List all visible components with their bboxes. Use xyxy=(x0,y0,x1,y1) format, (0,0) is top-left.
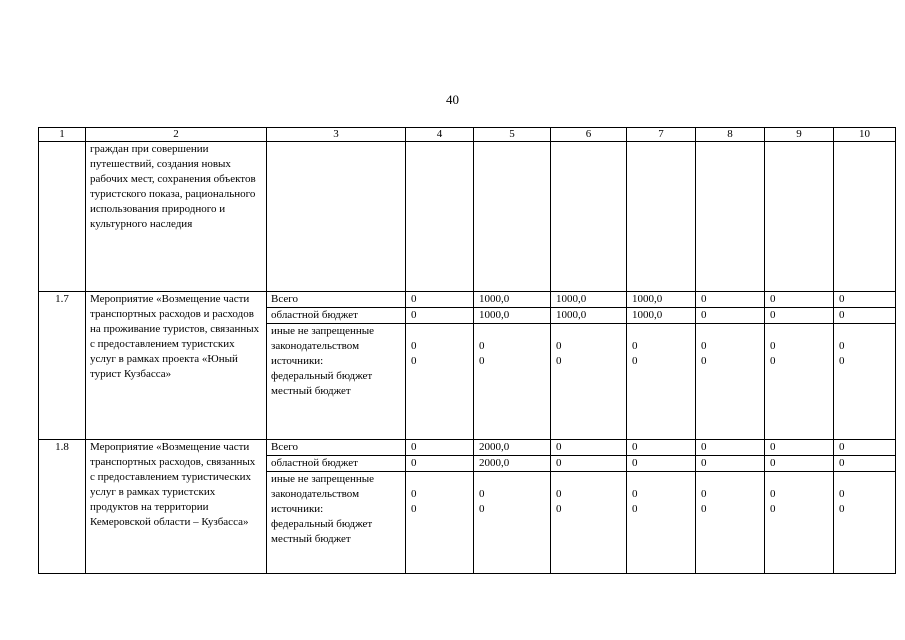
value-cell: 0 0 0 0 xyxy=(696,292,765,440)
header-cell: 2 xyxy=(86,128,267,142)
value-cell: 2000,0 2000,0 0 0 xyxy=(474,440,551,574)
value-cell: 0 0 0 0 xyxy=(696,440,765,574)
page-number: 40 xyxy=(446,92,459,107)
header-cell: 4 xyxy=(406,128,474,142)
funding-sources xyxy=(267,440,406,574)
value-cell: 0 0 0 0 xyxy=(765,440,834,574)
header-cell: 10 xyxy=(834,128,896,142)
value-cell: 0 0 0 0 xyxy=(406,292,474,440)
source-federal: федеральный бюджет xyxy=(271,518,373,530)
value-cell: 1000,0 1000,0 0 0 xyxy=(474,292,551,440)
header-cell: 7 xyxy=(627,128,696,142)
header-cell: 8 xyxy=(696,128,765,142)
row-number: 1.7 xyxy=(39,292,86,440)
continuation-row xyxy=(39,142,896,292)
source-other: иные не запрещенные xyxy=(271,473,375,485)
source-other: источники: xyxy=(271,355,324,367)
source-regional: областной бюджет xyxy=(267,456,405,472)
source-local: местный бюджет xyxy=(271,533,351,545)
column-number-header xyxy=(39,128,896,142)
value-cell: 0 0 0 0 xyxy=(834,440,896,574)
source-other: иные не запрещенные xyxy=(271,325,375,337)
row-number: 1.8 xyxy=(39,440,86,574)
value-cell: 1000,0 1000,0 0 0 xyxy=(627,292,696,440)
table-row xyxy=(39,292,896,440)
header-cell: 9 xyxy=(765,128,834,142)
value-cell: 0 0 0 0 xyxy=(834,292,896,440)
source-federal: федеральный бюджет xyxy=(271,370,373,382)
row-description: Мероприятие «Возмещение части транспортных расходов и расходов на проживание туристов, связанных с предоставлением туристских услуг в рамках проекта «Юный турист Кузбасса» xyxy=(86,292,267,440)
source-local: местный бюджет xyxy=(271,385,351,397)
value-cell: 0 0 0 0 xyxy=(551,440,627,574)
header-cell: 6 xyxy=(551,128,627,142)
source-regional: областной бюджет xyxy=(267,308,405,324)
source-total: Всего xyxy=(267,292,405,308)
table-row xyxy=(39,440,896,574)
source-other: законодательством xyxy=(271,340,360,352)
source-other: законодательством xyxy=(271,488,360,500)
header-cell: 5 xyxy=(474,128,551,142)
continuation-text: граждан при совершении путешествий, создания новых рабочих мест, сохранения объектов туристского показа, рационального использования природного и культурного наследия xyxy=(86,142,267,292)
funding-sources xyxy=(267,292,406,440)
budget-table xyxy=(38,127,896,574)
row-description: Мероприятие «Возмещение части транспортных расходов, связанных с предоставлением туристических услуг в рамках туристских продуктов на территории Кемеровской области – Кузбасса» xyxy=(86,440,267,574)
value-cell: 0 0 0 0 xyxy=(406,440,474,574)
source-other: источники: xyxy=(271,503,324,515)
value-cell: 0 0 0 0 xyxy=(627,440,696,574)
header-cell: 1 xyxy=(39,128,86,142)
value-cell: 1000,0 1000,0 0 0 xyxy=(551,292,627,440)
value-cell: 0 0 0 0 xyxy=(765,292,834,440)
header-cell: 3 xyxy=(267,128,406,142)
source-total: Всего xyxy=(267,440,405,456)
